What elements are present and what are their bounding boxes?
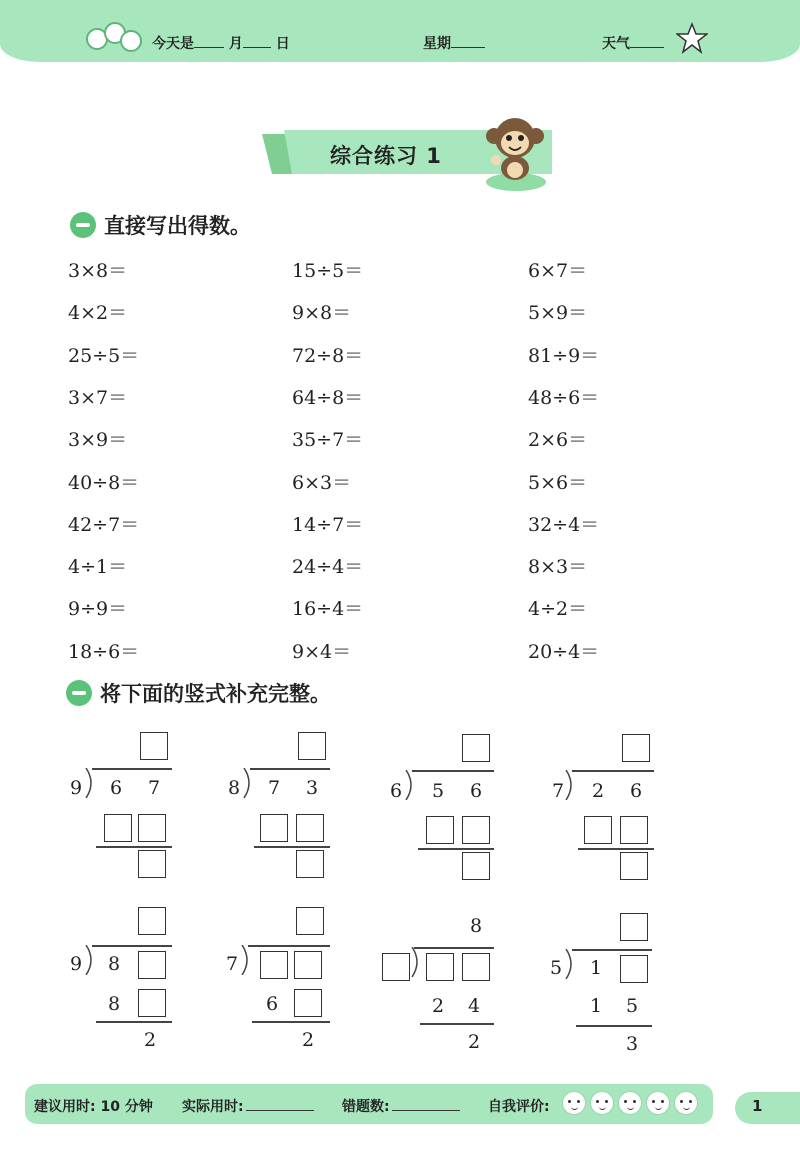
weekday-label: 星期	[423, 33, 485, 53]
answer-box[interactable]	[462, 852, 490, 880]
remainder-digit: 2	[144, 1029, 157, 1051]
answer-box[interactable]	[260, 951, 288, 979]
answer-box[interactable]	[462, 953, 490, 981]
divisor: 9	[70, 777, 83, 799]
error-count-blank[interactable]	[392, 1099, 460, 1111]
arithmetic-problem: 4÷1＝	[68, 556, 128, 579]
product-digit: 2	[432, 995, 445, 1017]
divisor: 5	[550, 957, 563, 979]
answer-box[interactable]	[294, 989, 322, 1017]
section1-title: 直接写出得数。	[104, 214, 251, 238]
page-title: 综合练习 1	[330, 144, 442, 168]
divisor: 9	[70, 953, 83, 975]
error-count: 错题数:	[342, 1096, 460, 1116]
arithmetic-problem: 25÷5＝	[68, 344, 140, 367]
divisor: 7	[552, 780, 565, 802]
answer-box[interactable]	[104, 814, 132, 842]
arithmetic-problem: 9×8＝	[292, 302, 352, 325]
divisor: 8	[228, 777, 241, 799]
answer-box[interactable]	[140, 732, 168, 760]
answer-box[interactable]	[296, 850, 324, 878]
answer-box[interactable]	[426, 816, 454, 844]
division-problem-8	[546, 905, 676, 1055]
dividend-digit: 3	[306, 777, 319, 799]
page-number-tab	[735, 1092, 800, 1124]
answer-box[interactable]	[294, 951, 322, 979]
division-problem-5	[62, 905, 192, 1055]
division-problem-4	[546, 730, 676, 880]
product-digit: 6	[266, 993, 279, 1015]
section1-badge-icon	[70, 212, 96, 238]
arithmetic-problem: 72÷8＝	[292, 344, 364, 367]
arithmetic-problem: 5×6＝	[528, 471, 588, 494]
remainder-digit: 3	[626, 1033, 639, 1055]
dividend-digit: 6	[470, 780, 483, 802]
divisor: 7	[226, 953, 239, 975]
answer-box[interactable]	[620, 913, 648, 941]
smiley-face-icon[interactable]	[618, 1091, 642, 1115]
dividend-digit: 7	[268, 777, 281, 799]
section2-title: 将下面的竖式补充完整。	[100, 682, 331, 706]
arithmetic-problem: 18÷6＝	[68, 640, 140, 663]
answer-box[interactable]	[138, 907, 166, 935]
dividend-digit: 1	[590, 957, 603, 979]
actual-time: 实际用时:	[182, 1096, 314, 1116]
arithmetic-problem: 2×6＝	[528, 429, 588, 452]
arithmetic-problem: 9÷9＝	[68, 598, 128, 621]
arithmetic-problem: 81÷9＝	[528, 344, 600, 367]
division-problem-7	[380, 905, 510, 1055]
answer-box[interactable]	[620, 955, 648, 983]
arithmetic-problem: 64÷8＝	[292, 386, 364, 409]
dividend-digit: 6	[630, 780, 643, 802]
arithmetic-problem: 40÷8＝	[68, 471, 140, 494]
page-number: 1	[752, 1097, 763, 1115]
arithmetic-problem: 4×2＝	[68, 302, 128, 325]
answer-box[interactable]	[138, 951, 166, 979]
remainder-digit: 2	[468, 1031, 481, 1053]
section2-badge-icon	[66, 680, 92, 706]
division-problem-3	[384, 730, 514, 880]
suggested-time: 建议用时: 10 分钟	[34, 1099, 153, 1115]
smiley-face-icon[interactable]	[562, 1091, 586, 1115]
arithmetic-problem: 48÷6＝	[528, 386, 600, 409]
answer-box[interactable]	[138, 989, 166, 1017]
weather-label: 天气	[602, 33, 664, 53]
remainder-digit: 2	[302, 1029, 315, 1051]
arithmetic-problem: 42÷7＝	[68, 513, 140, 536]
division-problem-6	[222, 905, 352, 1055]
arithmetic-problem: 6×7＝	[528, 260, 588, 282]
product-digit: 1	[590, 995, 603, 1017]
arithmetic-problem: 16÷4＝	[292, 598, 364, 621]
actual-time-blank[interactable]	[246, 1099, 314, 1111]
smiley-face-icon[interactable]	[674, 1091, 698, 1115]
answer-box[interactable]	[382, 953, 410, 981]
arithmetic-problem: 4÷2＝	[528, 598, 588, 621]
answer-box[interactable]	[296, 814, 324, 842]
arithmetic-problem: 9×4＝	[292, 640, 352, 663]
answer-box[interactable]	[298, 732, 326, 760]
arithmetic-problem: 20÷4＝	[528, 640, 600, 663]
dividend-digit: 6	[110, 777, 123, 799]
monkey-mascot-icon	[474, 112, 552, 192]
answer-box[interactable]	[260, 814, 288, 842]
smiley-face-icon[interactable]	[646, 1091, 670, 1115]
answer-box[interactable]	[462, 816, 490, 844]
division-problem-2	[222, 730, 352, 880]
date-label: 今天是 月 日	[152, 36, 290, 52]
arithmetic-problem: 14÷7＝	[292, 513, 364, 536]
dividend-digit: 2	[592, 780, 605, 802]
dividend-digit: 8	[108, 953, 121, 975]
arithmetic-problem: 3×8＝	[68, 260, 128, 282]
arithmetic-problem: 24÷4＝	[292, 556, 364, 579]
arithmetic-problem: 6×3＝	[292, 471, 352, 494]
star-icon	[676, 22, 708, 54]
answer-box[interactable]	[426, 953, 454, 981]
answer-box[interactable]	[138, 814, 166, 842]
answer-box[interactable]	[620, 852, 648, 880]
answer-box[interactable]	[622, 734, 650, 762]
arithmetic-problem: 35÷7＝	[292, 429, 364, 452]
product-digit: 5	[626, 995, 639, 1017]
arithmetic-problem: 3×9＝	[68, 429, 128, 452]
answer-box[interactable]	[584, 816, 612, 844]
self-evaluation: 自我评价:	[488, 1099, 550, 1115]
smiley-face-icon[interactable]	[590, 1091, 614, 1115]
divisor: 6	[390, 780, 403, 802]
dividend-digit: 7	[148, 777, 161, 799]
quotient-digit: 8	[470, 915, 483, 937]
arithmetic-problem: 15÷5＝	[292, 260, 364, 282]
arithmetic-problem: 5×9＝	[528, 302, 588, 325]
arithmetic-problem: 3×7＝	[68, 386, 128, 409]
dividend-digit: 5	[432, 780, 445, 802]
arithmetic-problem: 32÷4＝	[528, 513, 600, 536]
arithmetic-problem: 8×3＝	[528, 556, 588, 579]
product-digit: 4	[468, 995, 481, 1017]
answer-box[interactable]	[620, 816, 648, 844]
division-problem-1	[62, 730, 192, 880]
product-digit: 8	[108, 993, 121, 1015]
answer-box[interactable]	[462, 734, 490, 762]
answer-box[interactable]	[296, 907, 324, 935]
bubbles-icon	[86, 22, 146, 58]
answer-box[interactable]	[138, 850, 166, 878]
